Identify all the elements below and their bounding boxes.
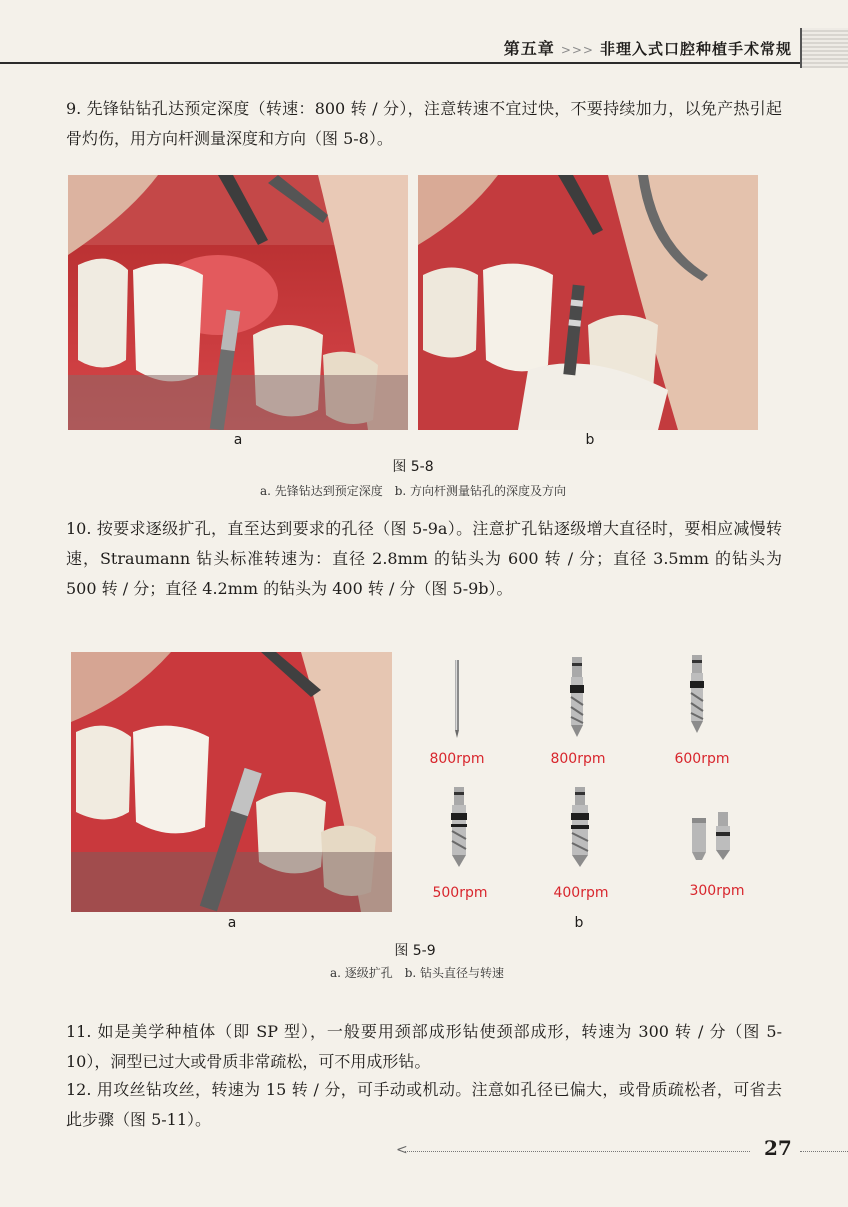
paragraph-12: 12. 用攻丝钻攻丝，转速为 15 转 / 分，可手动或机动。注意如孔径已偏大，或骨质疏松者，可省去此步骤（图 5-11）。 <box>66 1080 782 1129</box>
drill-1-rpm: 800rpm <box>429 751 485 767</box>
chapter-title: 非理入式口腔种植手术常规 <box>599 40 792 58</box>
figure-5-9-caption: a. 逐级扩孔 b. 钻头直径与转速 <box>329 966 505 980</box>
running-header <box>0 28 848 64</box>
drill-icon <box>686 655 708 733</box>
header-title <box>504 36 792 59</box>
chapter-label: 第五章 <box>503 39 555 58</box>
footer-arrow-icon: < <box>396 1142 408 1158</box>
figure-5-8-title: 图 5-8 <box>392 459 434 475</box>
pilot-pin-icon <box>450 660 464 738</box>
footer-rule <box>405 1151 750 1152</box>
paragraph-9: 9. 先锋钻钻孔达预定深度（转速：800 转 / 分），注意转速不宜过快，不要持续加力，以免产热引起骨灼伤，用方向杆测量深度和方向（图 5-8）。 <box>66 99 782 148</box>
drill-3-rpm: 600rpm <box>674 751 730 767</box>
drill-4-rpm: 500rpm <box>432 885 488 901</box>
figure-5-9-label-b: b <box>574 915 584 931</box>
figure-5-8-label-b: b <box>585 432 595 448</box>
figure-5-8-caption: a. 先锋钻达到预定深度 b. 方向杆测量钻孔的深度及方向 <box>259 484 567 498</box>
drill-5-rpm: 400rpm <box>553 885 609 901</box>
drill-icon <box>566 787 594 867</box>
header-decoration <box>800 28 848 68</box>
footer-rule-right <box>800 1151 848 1152</box>
header-rule <box>0 62 800 64</box>
drill-2-rpm: 800rpm <box>550 751 606 767</box>
figure-5-8a-photo <box>68 175 408 430</box>
figure-5-8b-photo <box>418 175 758 430</box>
paragraph-10: 10. 按要求逐级扩孔，直至达到要求的孔径（图 5-9a）。注意扩孔钻逐级增大直径时，要相应减慢转速，Straumann 钻头标准转速为：直径 2.8mm 的钻头为 600 转 / 分；直径 3.5mm 的钻头为 500 转 / 分；直径 4.2mm 的钻头为 400 转 / 分（图 5-9b）。 <box>66 519 782 598</box>
drill-6-rpm: 300rpm <box>689 883 745 899</box>
page-number: 27 <box>764 1136 792 1160</box>
figure-5-9-label-a: a <box>227 915 237 931</box>
figure-5-9-title: 图 5-9 <box>394 943 436 959</box>
profile-drill-icon <box>688 812 740 862</box>
figure-5-8-label-a: a <box>233 432 243 448</box>
header-separator: >>> <box>560 43 594 57</box>
figure-5-9a-photo <box>71 652 392 912</box>
drill-icon <box>566 657 588 737</box>
drill-icon <box>446 787 472 867</box>
paragraph-11: 11. 如是美学种植体（即 SP 型），一般要用颈部成形钻使颈部成形，转速为 300 转 / 分（图 5-10），洞型已过大或骨质非常疏松，可不用成形钻。 <box>66 1022 782 1071</box>
